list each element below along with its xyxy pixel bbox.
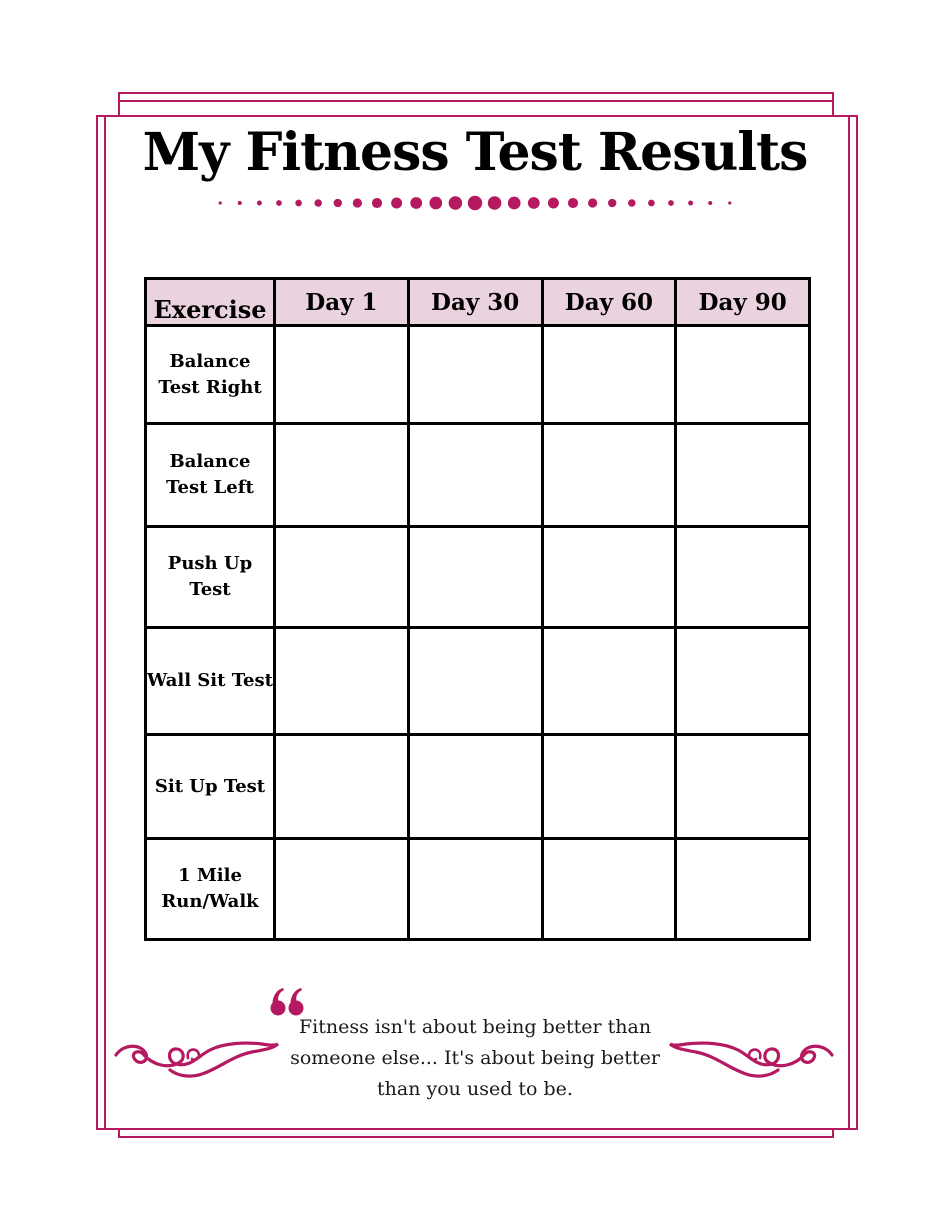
- divider-dot: [688, 201, 693, 206]
- divider-dot: [391, 198, 402, 209]
- entry-cell[interactable]: [542, 424, 676, 527]
- divider-dot: [728, 201, 731, 204]
- divider-dot: [708, 201, 712, 205]
- header-day-30: Day 30: [408, 279, 542, 326]
- entry-cell[interactable]: [542, 839, 676, 940]
- table-row: [146, 424, 810, 527]
- divider-dot: [449, 196, 463, 210]
- row-label-wall-sit: Wall Sit Test: [146, 628, 275, 735]
- fitness-results-table: [144, 277, 811, 941]
- entry-cell[interactable]: [275, 628, 409, 735]
- entry-cell[interactable]: [676, 839, 810, 940]
- table-header-row: [146, 279, 810, 326]
- entry-cell[interactable]: [542, 735, 676, 839]
- header-exercise: Exercise: [146, 279, 275, 326]
- divider-dot: [548, 198, 559, 209]
- row-label-mile-run: 1 Mile Run/Walk: [146, 839, 275, 940]
- entry-cell[interactable]: [408, 326, 542, 424]
- divider-dot: [628, 199, 636, 207]
- swirl-flourish-icon: [112, 1034, 280, 1080]
- divider-dot: [588, 198, 597, 207]
- divider-dot: [528, 197, 540, 209]
- entry-cell[interactable]: [275, 326, 409, 424]
- entry-cell[interactable]: [676, 326, 810, 424]
- page-title: My Fitness Test Results: [142, 122, 808, 183]
- dot-divider-icon: [200, 190, 750, 216]
- row-label-push-up: Push Up Test: [146, 527, 275, 628]
- header-day-60: Day 60: [542, 279, 676, 326]
- entry-cell[interactable]: [408, 628, 542, 735]
- entry-cell[interactable]: [275, 735, 409, 839]
- divider-dot: [668, 200, 674, 206]
- entry-cell[interactable]: [408, 735, 542, 839]
- divider-dot: [410, 197, 422, 209]
- motivational-quote: Fitness isn't about being better than someone else... It's about being better than you used to be.: [290, 1016, 660, 1100]
- divider-dot: [295, 200, 302, 207]
- entry-cell[interactable]: [542, 628, 676, 735]
- divider-dot: [508, 197, 521, 210]
- divider-dot: [314, 199, 322, 207]
- divider-dot: [568, 198, 578, 208]
- row-label-balance-left: Balance Test Left: [146, 424, 275, 527]
- row-label-balance-right: Balance Test Right: [146, 326, 275, 424]
- divider-dot: [468, 196, 482, 210]
- table-row: [146, 839, 810, 940]
- swirl-flourish-icon: [668, 1034, 836, 1080]
- entry-cell[interactable]: [676, 424, 810, 527]
- divider-dot: [334, 199, 342, 207]
- entry-cell[interactable]: [676, 628, 810, 735]
- divider-dot: [219, 201, 222, 204]
- table-row: [146, 527, 810, 628]
- entry-cell[interactable]: [542, 326, 676, 424]
- divider-dot: [238, 201, 242, 205]
- entry-cell[interactable]: [408, 527, 542, 628]
- divider-dot: [372, 198, 382, 208]
- divider-dot: [648, 200, 655, 207]
- divider-dot: [276, 200, 282, 206]
- table-row: [146, 326, 810, 424]
- entry-cell[interactable]: [542, 527, 676, 628]
- entry-cell[interactable]: [676, 527, 810, 628]
- header-day-90: Day 90: [676, 279, 810, 326]
- entry-cell[interactable]: [408, 424, 542, 527]
- entry-cell[interactable]: [275, 527, 409, 628]
- entry-cell[interactable]: [275, 839, 409, 940]
- table-row: [146, 628, 810, 735]
- divider-dot: [257, 201, 262, 206]
- divider-dot: [429, 197, 442, 210]
- table-row: [146, 735, 810, 839]
- header-day-1: Day 1: [275, 279, 409, 326]
- divider-dot: [353, 198, 362, 207]
- entry-cell[interactable]: [408, 839, 542, 940]
- entry-cell[interactable]: [676, 735, 810, 839]
- divider-dot: [488, 196, 502, 210]
- row-label-sit-up: Sit Up Test: [146, 735, 275, 839]
- entry-cell[interactable]: [275, 424, 409, 527]
- divider-dot: [608, 199, 616, 207]
